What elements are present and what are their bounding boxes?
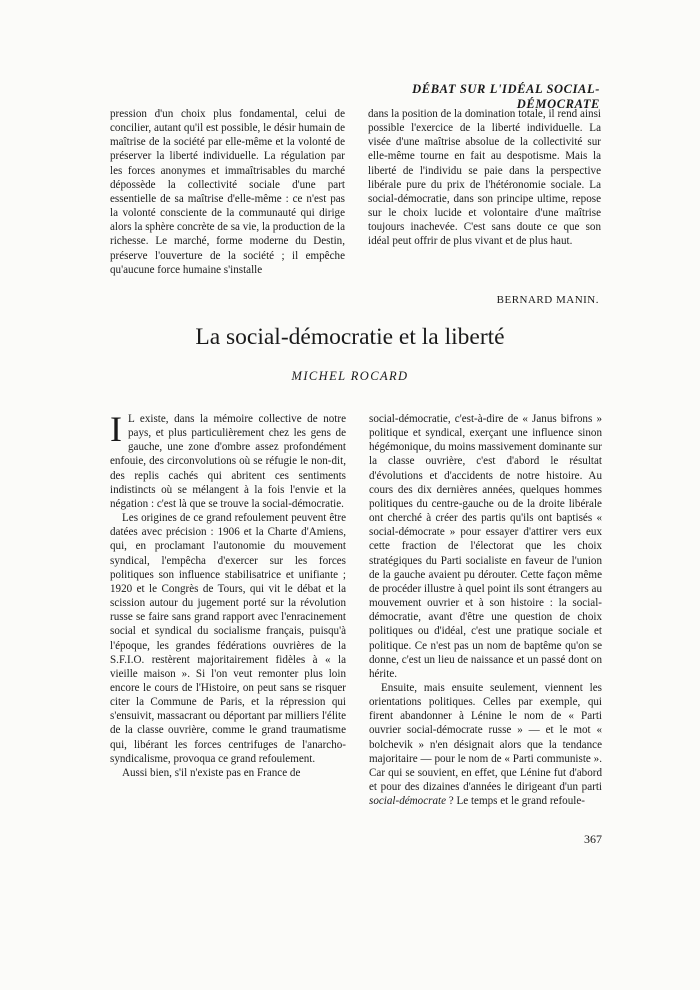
article-column-left bbox=[110, 409, 346, 780]
article-column-right bbox=[369, 412, 602, 808]
article-paragraph-4-italic: social-démocrate bbox=[369, 795, 447, 808]
continued-paragraph-left: pression d'un choix plus fondamental, celui de concilier, autant qu'il est possible, le désir humain de maîtrise de la société par elle-même et la volonté de préserver la liberté individuelle. La régulation par les forces anonymes et immaîtrisables du marché dépossède la collectivité sociale d'une part essentielle de sa maîtrise d'elle-même : ce n'est pas la volonté consciente de la communauté qui dirige alors la sphère concrète de sa vie, la production de la richesse. Le marché, forme moderne du Destin, préserve l'ouverture de la société ; il empêche qu'aucune force humaine s'installe bbox=[110, 108, 345, 276]
article-paragraph-4-text-a: Ensuite, mais ensuite seulement, viennent les orientations politiques. Celles par exemple, qui firent abandonner à Lénine le nom de « Parti ouvrier social-démocrate russe » — et le mot « bolchevik » n'en désignait alors que la tendance majoritaire — pour le nom de « Parti communiste ». Car qui se souvient, en effet, que Lénine fut d'abord et pour des dizaines d'années le dirigeant d'un parti bbox=[369, 681, 602, 794]
article-paragraph-1-text: L existe, dans la mémoire collective de notre pays, et plus particulièrement chez les gens de gauche, une zone d'ombre assez profondément enfouie, des circonvolutions où se réfugie le non-dit, des replis cachés qui abritent ces sentiments indistincts où se mélangent à la fois l'envie et la négation : c'est là que se trouve la social-démocratie. bbox=[110, 413, 346, 510]
article-title: La social-démocratie et la liberté bbox=[195, 324, 505, 350]
article-author: MICHEL ROCARD bbox=[291, 369, 409, 383]
drop-cap: I bbox=[110, 409, 122, 449]
signature-bernard-manin: BERNARD MANIN. bbox=[496, 294, 599, 306]
article-paragraph-2: Les origines de ce grand refoulement peuvent être datées avec précision : 1906 et la Charte d'Amiens, qui, en proclamant l'autonomie du mouvement syndical, l'empêcha d'exercer sur les forces politiques son influence stabilisatrice et unifiante ; 1920 et le Congrès de Tours, qui vit le débat et la scission autour du jugement porté sur la révolution russe se faire sans grand rapport avec l'enracinement social et syndical du socialisme français, puisqu'à l'époque, les grandes fédérations ouvrières de la S.F.I.O. restèrent majoritairement fidèles à « la vieille maison ». Si l'on veut remonter plus loin encore le cours de l'Histoire, on peut sans se risquer citer la Commune de Paris, et la répression qui s'ensuivit, massacrant ou déportant par milliers l'élite de la classe ouvrière, comme le grand traumatisme qui, libérant les forces centrifuges de l'anarcho-syndicalisme, provoqua ce grand refoulement. bbox=[110, 512, 346, 765]
continued-column-left bbox=[110, 107, 345, 277]
running-head: DÉBAT SUR L'IDÉAL SOCIAL-DÉMOCRATE bbox=[412, 82, 600, 111]
continued-paragraph-right: dans la position de la domination totale, il rend ainsi possible l'exercice de la liberté individuelle. La visée d'une maîtrise absolue de la collectivité sur elle-même tourne en fait au despotisme. Mais la liberté de l'individu se paie dans la perspective libérale pure du prix de l'hétéronomie sociale. La social-démocratie, dans son principe ultime, repose sur le choix lucide et volontaire d'une maîtrise toujours inachevée. C'est sans doute ce que son idéal peut offrir de plus vivant et de plus haut. bbox=[368, 108, 601, 248]
article-paragraph-3: Aussi bien, s'il n'existe pas en France de bbox=[122, 766, 301, 779]
continued-column-right bbox=[368, 107, 601, 249]
article-paragraph-4-text-b: ? Le temps et le grand refoule- bbox=[446, 795, 585, 808]
article-paragraph-4 bbox=[369, 681, 602, 808]
page-number: 367 bbox=[584, 832, 602, 846]
article-paragraph-3-continued: social-démocratie, c'est-à-dire de « Janus bifrons » politique et syndical, exerçant une influence sinon hégémonique, du moins massivement dominante sur la classe ouvrière, c'est d'abord le résultat d'évolutions et d'accidents de notre histoire. Au cours des dix dernières années, quelques hommes politiques du centre-gauche ou de la droite libérale ont cherché à créer des partis qu'ils ont baptisés « social-démocrate » pour essayer d'attirer vers eux cette fraction de l'électorat que les choix stratégiques du Parti socialiste en faveur de l'union de la gauche avaient pu dérouter. Cette façon même de procéder illustre à quel point ils sont étrangers au mouvement ouvrier et à son histoire : la social-démocratie, avant d'être une question de choix politiques ou d'idéal, c'est une pratique sociale et politique. Ce n'est pas un nom de baptême qu'on se donne, c'est un lieu de naissance et un passé dont on hérite. bbox=[369, 413, 602, 680]
article-paragraph-1 bbox=[110, 409, 346, 511]
